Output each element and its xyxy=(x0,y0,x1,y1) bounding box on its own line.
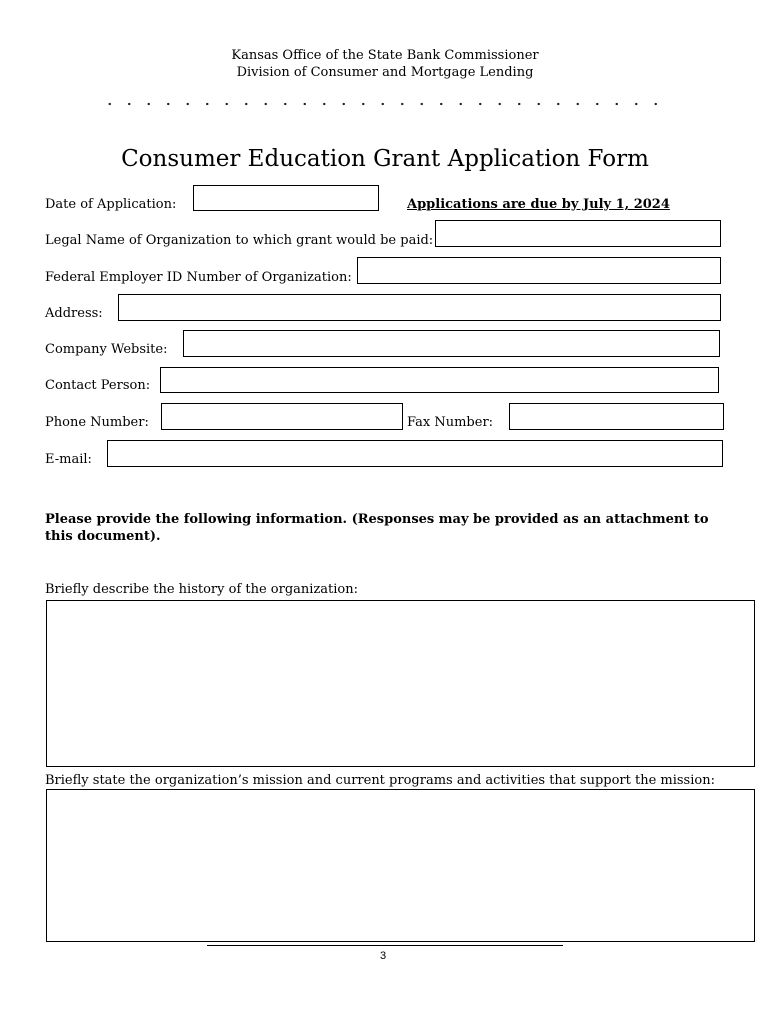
fein-label: Federal Employer ID Number of Organization: xyxy=(45,270,352,285)
due-notice: Applications are due by July 1, 2024 xyxy=(407,197,670,212)
email-label: E-mail: xyxy=(45,452,92,467)
date-label: Date of Application: xyxy=(45,197,177,212)
contact-label: Contact Person: xyxy=(45,378,151,393)
fax-input[interactable] xyxy=(509,403,724,430)
phone-input[interactable] xyxy=(161,403,403,430)
history-response-box[interactable] xyxy=(46,600,755,767)
date-input[interactable] xyxy=(193,185,379,211)
page-number: 3 xyxy=(380,950,387,962)
fein-input[interactable] xyxy=(357,257,721,284)
legal-name-label: Legal Name of Organization to which grant would be paid: xyxy=(45,233,434,248)
address-input[interactable] xyxy=(118,294,721,321)
contact-input[interactable] xyxy=(160,367,719,393)
history-label: Briefly describe the history of the organization: xyxy=(45,582,359,597)
legal-name-input[interactable] xyxy=(435,220,721,247)
website-input[interactable] xyxy=(183,330,720,357)
mission-label: Briefly state the organization’s mission and current programs and activities that support the mission: xyxy=(45,773,715,788)
phone-label: Phone Number: xyxy=(45,415,149,430)
division-name: Division of Consumer and Mortgage Lending xyxy=(236,65,534,80)
footer-rule xyxy=(207,945,563,946)
email-input[interactable] xyxy=(107,440,723,467)
dotted-divider xyxy=(100,100,670,108)
address-label: Address: xyxy=(45,306,103,321)
fax-label: Fax Number: xyxy=(407,415,494,430)
website-label: Company Website: xyxy=(45,342,168,357)
instructions-text: Please provide the following information. (Responses may be provided as an attachment to this document). xyxy=(45,512,709,544)
agency-name: Kansas Office of the State Bank Commissioner xyxy=(231,48,539,63)
form-title: Consumer Education Grant Application Form xyxy=(121,146,649,172)
mission-response-box[interactable] xyxy=(46,789,755,942)
